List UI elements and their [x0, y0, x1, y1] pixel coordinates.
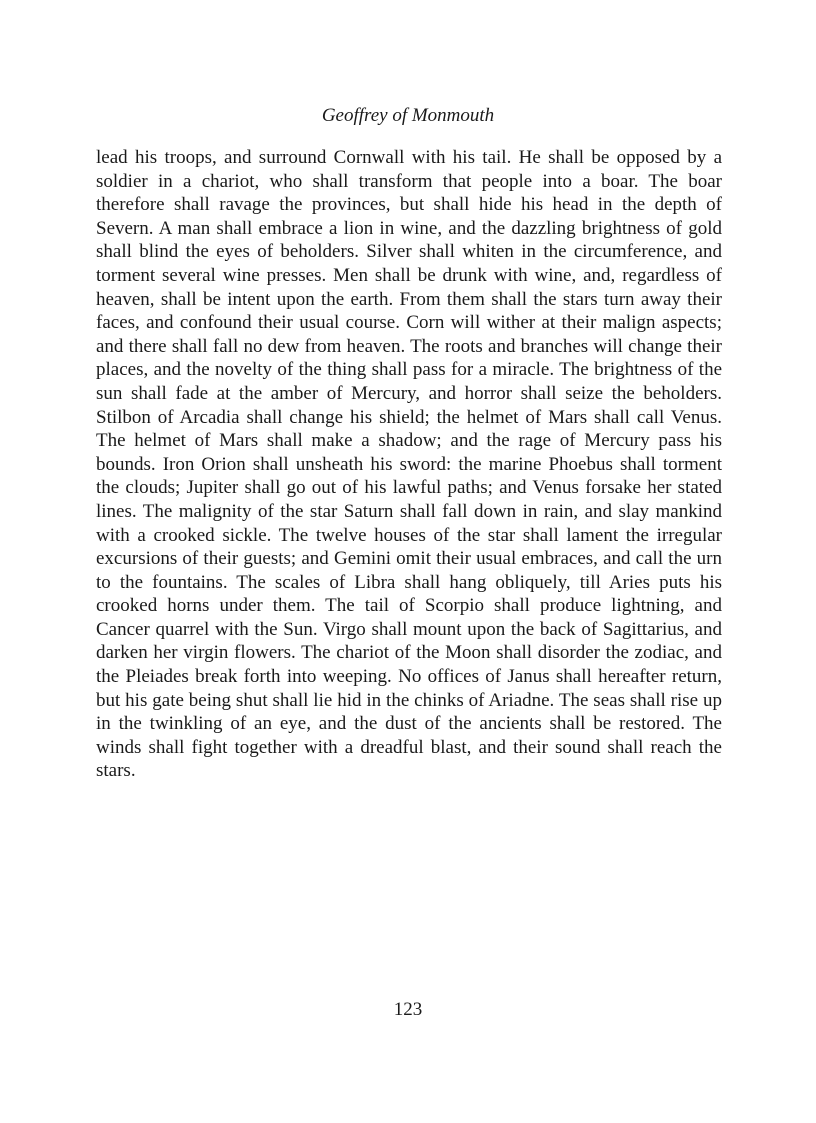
running-header-title: Geoffrey of Monmouth — [321, 105, 495, 126]
page-number: 123 — [393, 999, 423, 1020]
body-paragraph: lead his troops, and surround Cornwall with his tail. He shall be opposed by a soldier in a chariot, who shall transform that people into a boar. The boar therefore shall ravage the provinces, but shall hide his head in the depth of Severn. A man shall embrace a lion in wine, and the dazzling brightness of gold shall blind the eyes of beholders. Silver shall whiten in the circumference, and torment several wine presses. Men shall be drunk with wine, and, regardless of heaven, shall be intent upon the earth. From them shall the stars turn away their faces, and confound their usual course. Corn will wither at their malign aspects; and there shall fall no dew from heaven. The roots and branches will change their places, and the novelty of the thing shall pass for a miracle. The brightness of the sun shall fade at the amber of Mercury, and horror shall seize the beholders. Stilbon of Arcadia shall change his shield; the helmet of Mars shall call Venus. The helmet of Mars shall make a shadow; and the rage of Mercury pass his bounds. Iron Orion shall unsheath his sword: the marine Phoebus shall torment the clouds; Jupiter shall go out of his lawful paths; and Venus forsake her stated lines. The malignity of the star Saturn shall fall down in rain, and slay mankind with a crooked sickle. The twelve houses of the star shall lament the irregular excursions of their guests; and Gemini omit their usual embraces, and call the urn to the fountains. The scales of Libra shall hang obliquely, till Aries puts his crooked horns under them. The tail of Scorpio shall produce lightning, and Cancer quarrel with the Sun. Virgo shall mount upon the back of Sagittarius, and darken her virgin flowers. The chariot of the Moon shall disorder the zodiac, and the Pleiades break forth into weeping. No offices of Janus shall hereafter return, but his gate being shut shall lie hid in the chinks of Ariadne. The seas shall rise up in the twinkling of an eye, and the dust of the ancients shall be restored. The winds shall fight together with a dreadful blast, and their sound shall reach the stars. — [96, 147, 722, 782]
